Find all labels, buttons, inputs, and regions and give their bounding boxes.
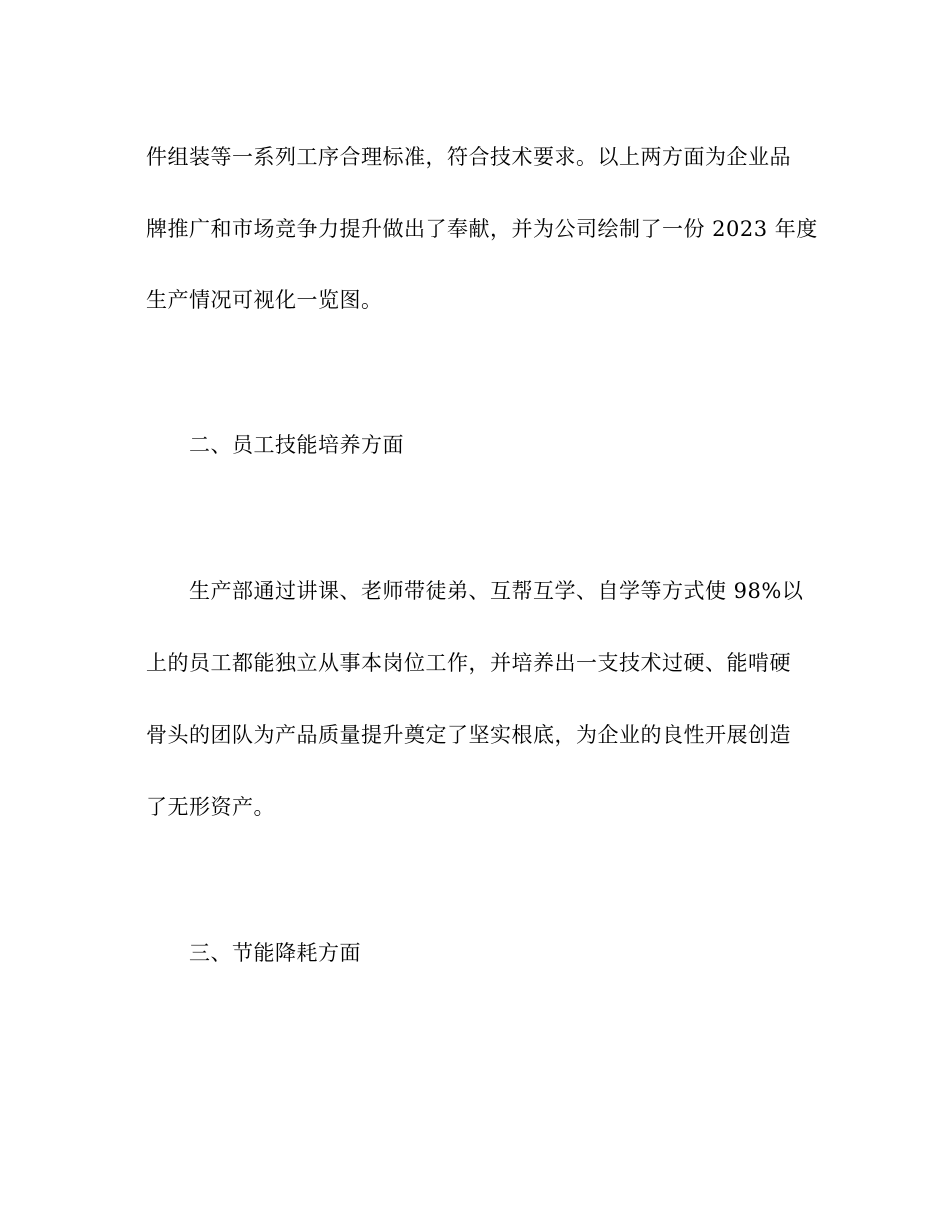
paragraph-line: 牌推广和市场竞争力提升做出了奉献，并为公司绘制了一份 2023 年度	[146, 217, 818, 241]
paragraph-line: 件组装等一系列工序合理标准，符合技术要求。以上两方面为企业品	[146, 145, 791, 169]
paragraph-line: 上的员工都能独立从事本岗位工作，并培养出一支技术过硬、能啃硬	[146, 651, 791, 675]
paragraph-line: 生产情况可视化一览图。	[146, 288, 383, 312]
section-heading-2: 二、员工技能培养方面	[189, 433, 404, 457]
paragraph-line: 了无形资产。	[146, 795, 275, 819]
section-heading-3: 三、节能降耗方面	[189, 941, 361, 965]
paragraph-line: 骨头的团队为产品质量提升奠定了坚实根底，为企业的良性开展创造	[146, 723, 791, 747]
paragraph-line: 生产部通过讲课、老师带徒弟、互帮互学、自学等方式使 98%以	[189, 579, 804, 603]
